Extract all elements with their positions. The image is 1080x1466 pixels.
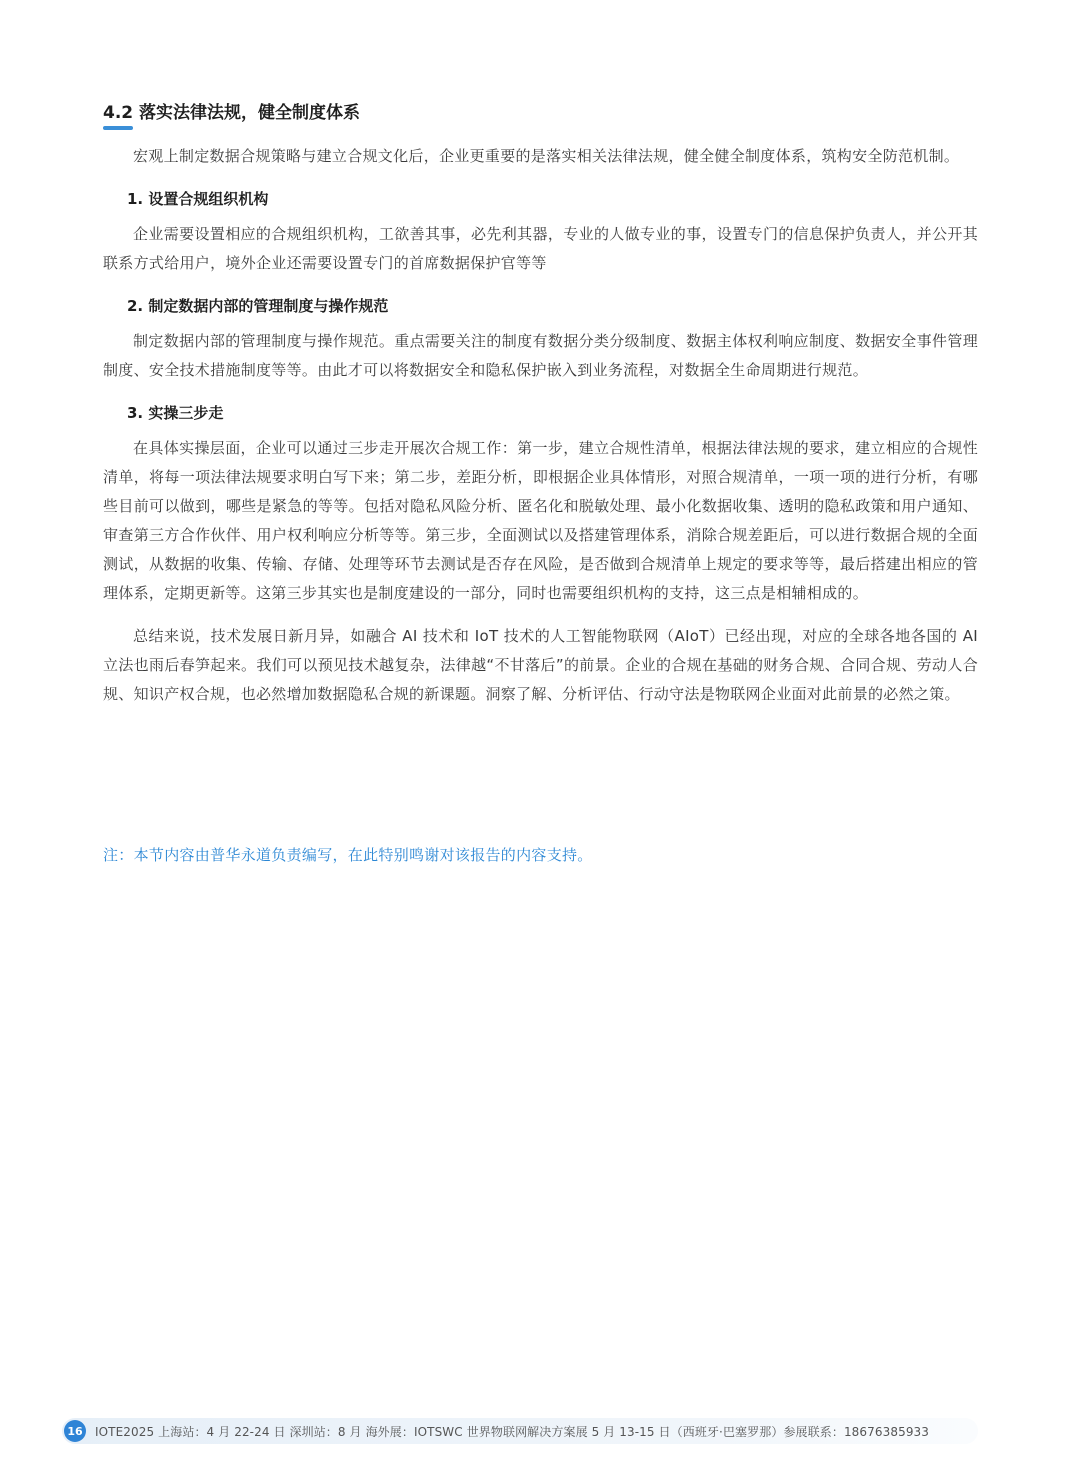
section-number: 4.2: [103, 100, 133, 126]
section-number-accent: [103, 126, 133, 130]
section-intro: 宏观上制定数据合规策略与建立合规文化后，企业更重要的是落实相关法律法规，健全健全制度体系，筑构安全防范机制。: [133, 147, 960, 165]
footer-event-info: IOTE2025 上海站：4 月 22-24 日 深圳站：8 月 海外展：IOTSWC 世界物联网解决方案展 5 月 13-15 日（西班牙·巴塞罗那）参展联系：18676385933: [95, 1424, 930, 1439]
conclusion-paragraph: 总结来说，技术发展日新月异，如融合 AI 技术和 IoT 技术的人工智能物联网（AIoT）已经出现，对应的全球各地各国的 AI 立法也雨后春笋起来。我们可以预见技术越复杂，法律越“不甘落后”的前景。企业的合规在基础的财务合规、合同合规、劳动人合规、知识产权合规，也必然增加数据隐私合规的新课题。洞察了解、分析评估、行动守法是物联网企业面对此前景的必然之策。: [103, 627, 978, 703]
article-body: [103, 100, 978, 723]
section-heading: [103, 100, 978, 126]
page-footer: [62, 1418, 978, 1444]
subsection-body-3: 在具体实操层面，企业可以通过三步走开展次合规工作：第一步，建立合规性清单，根据法律法规的要求，建立相应的合规性清单，将每一项法律法规要求明白写下来；第二步，差距分析，即根据企业具体情形，对照合规清单，一项一项的进行分析，有哪些目前可以做到，哪些是紧急的等等。包括对隐私风险分析、匿名化和脱敏处理、最小化数据收集、透明的隐私政策和用户通知、审查第三方合作伙伴、用户权利响应分析等等。第三步，全面测试以及搭建管理体系，消除合规差距后，可以进行数据合规的全面测试，从数据的收集、传输、存储、处理等环节去测试是否存在风险，是否做到合规清单上规定的要求等等，最后搭建出相应的管理体系，定期更新等。这第三步其实也是制度建设的一部分，同时也需要组织机构的支持，这三点是相辅相成的。: [103, 439, 978, 602]
subsection-heading-3: 3. 实操三步走: [127, 404, 224, 422]
subsection-body-2: 制定数据内部的管理制度与操作规范。重点需要关注的制度有数据分类分级制度、数据主体权利响应制度、数据安全事件管理制度、安全技术措施制度等等。由此才可以将数据安全和隐私保护嵌入到业务流程，对数据全生命周期进行规范。: [103, 332, 978, 379]
author-note: 注：本节内容由普华永道负责编写，在此特别鸣谢对该报告的内容支持。: [103, 846, 593, 864]
subsection-heading-2: 2. 制定数据内部的管理制度与操作规范: [127, 297, 389, 315]
subsection-body-1: 企业需要设置相应的合规组织机构，工欲善其事，必先利其器，专业的人做专业的事，设置专门的信息保护负责人，并公开其联系方式给用户，境外企业还需要设置专门的首席数据保护官等等: [103, 225, 978, 272]
section-title: 落实法律法规，健全制度体系: [139, 103, 361, 123]
subsection-heading-1: 1. 设置合规组织机构: [127, 190, 269, 208]
page-number-badge: 16: [64, 1420, 86, 1442]
